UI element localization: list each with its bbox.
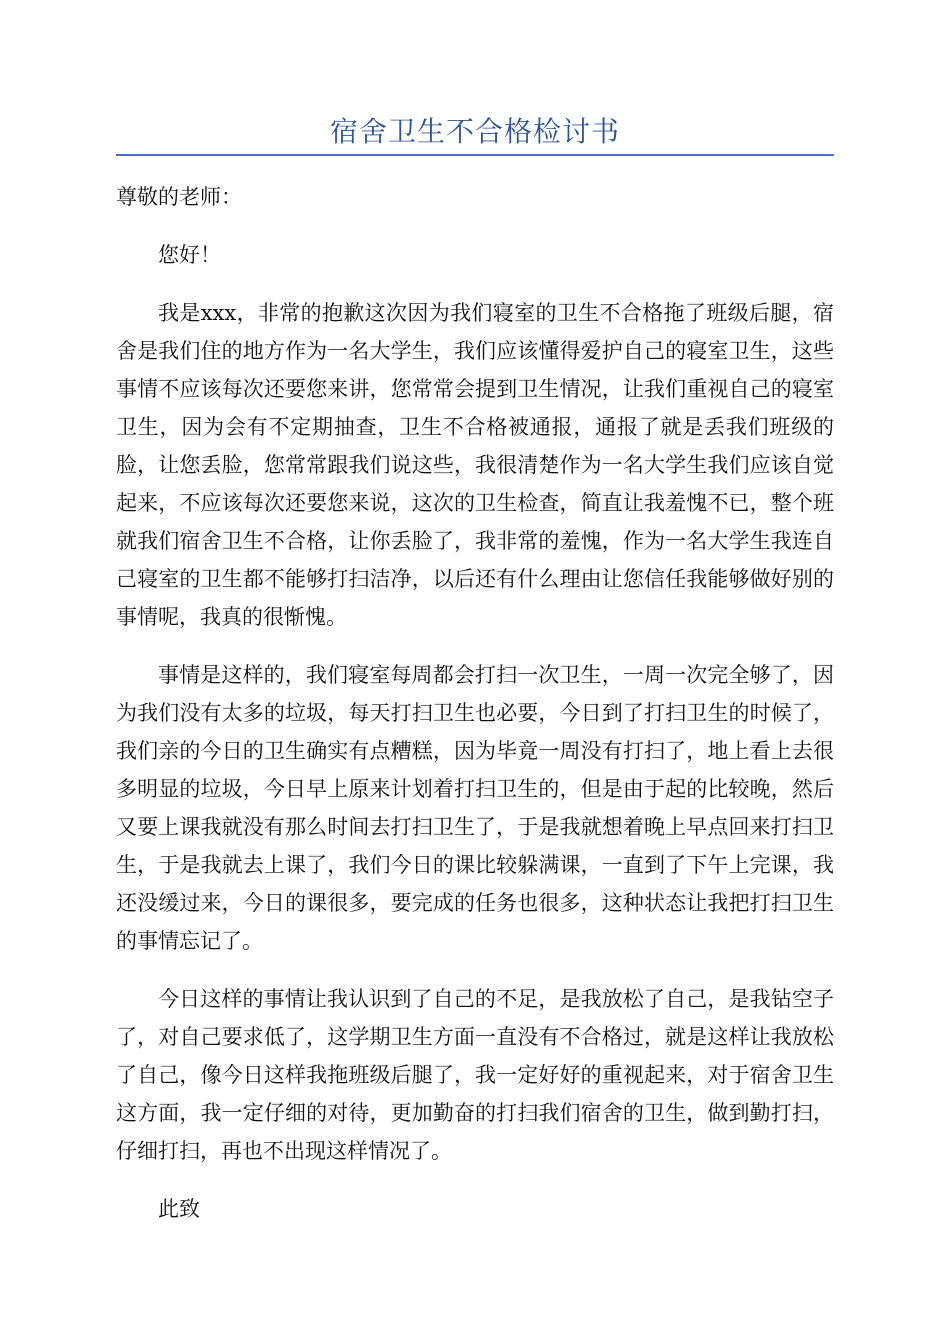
closing-paragraph: 此致 [158,1197,200,1221]
salutation: 尊敬的老师： [116,185,242,209]
greeting-paragraph: 您好！ [158,243,221,267]
commitment-paragraph: 今日这样的事情让我认识到了自己的不足，是我放松了自己，是我钻空子了，对自己要求低了，这学期卫生方面一直没有不合格过，就是这样让我放松了自己，像今日这样我拖班级后腿了，我一定好好的重视起来，对于宿舍卫生这方面，我一定仔细的对待，更加勤奋的打扫我们宿舍的卫生，做到勤打扫，仔细打扫，再也不出现这样情况了。 [116,987,834,1163]
document-title: 宿舍卫生不合格检讨书 [329,115,620,148]
explanation-paragraph: 事情是这样的，我们寝室每周都会打扫一次卫生，一周一次完全够了，因为我们没有太多的垃圾，每天打扫卫生也必要，今日到了打扫卫生的时候了，我们亲的今日的卫生确实有点糟糕，因为毕竟一周没有打扫了，地上看上去很多明显的垃圾，今日早上原来计划着打扫卫生的，但是由于起的比较晚，然后又要上课我就没有那么时间去打扫卫生了，于是我就想着晚上早点回来打扫卫生，于是我就去上课了，我们今日的课比较躲满课，一直到了下午上完课，我还没缓过来，今日的课很多，要完成的任务也很多，这种状态让我把打扫卫生的事情忘记了。 [116,663,834,953]
apology-paragraph: 我是xxx，非常的抱歉这次因为我们寝室的卫生不合格拖了班级后腿，宿舍是我们住的地方作为一名大学生，我们应该懂得爱护自己的寝室卫生，这些事情不应该每次还要您来讲，您常常会提到卫生情况，让我们重视自己的寝室卫生，因为会有不定期抽查，卫生不合格被通报，通报了就是丢我们班级的脸，让您丢脸，您常常跟我们说这些，我很清楚作为一名大学生我们应该自觉起来，不应该每次还要您来说，这次的卫生检查，简直让我羞愧不已，整个班就我们宿舍卫生不合格，让你丢脸了，我非常的羞愧，作为一名大学生我连自己寝室的卫生都不能够打扫洁净，以后还有什么理由让您信任我能够做好别的事情呢，我真的很惭愧。 [116,301,834,629]
document-body [116,178,834,1248]
title-underline [116,154,834,156]
